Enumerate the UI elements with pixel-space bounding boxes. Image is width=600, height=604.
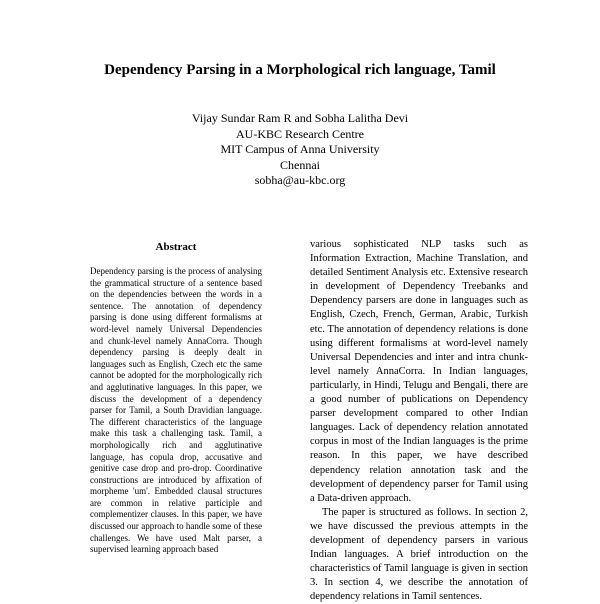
author-email: sobha@au-kbc.org [254, 173, 346, 187]
author-block [0, 111, 600, 189]
paper-title: Dependency Parsing in a Morphological rich language, Tamil [104, 62, 496, 78]
body-paragraph-2: The paper is structured as follows. In section 2, we have discussed the previous attempts in the development of dependency parsers in various Indian languages. A brief introduction on the characteristics of Tamil language is given in section 3. In section 4, we describe the annotation of dependency relations in Tamil sentences. [310, 506, 528, 603]
abstract-text: Dependency parsing is the process of analysing the grammatical structure of a sentence based on the dependencies between the words in a sentence. The annotation of dependency parsing is done using different formalisms at word-level namely Universal Dependencies and chunk-level namely AnnaCorra. Though dependency parsing is deeply dealt in languages such as English, Czech etc the same cannot be adopted for the morphologically rich and agglutinative languages. In this paper, we discuss the development of a dependency parser for Tamil, a South Dravidian language. The different characteristics of the language make this task a challenging task. Tamil, a morphologically rich and agglutinative language, has copula drop, accusative and genitive case drop and pro-drop. Coordinative constructions are introduced by affixation of morpheme 'um'. Embedded clausal structures are common in relative participle and complementizer clauses. In this paper, we have discussed our approach to handle some of these challenges. We have used Malt parser, a supervised learning approach based [90, 266, 262, 555]
abstract-column [90, 266, 262, 556]
author-city: Chennai [280, 157, 320, 172]
abstract-heading: Abstract [155, 241, 197, 253]
author-campus: MIT Campus of Anna University [220, 142, 380, 156]
author-names: Vijay Sundar Ram R and Sobha Lalitha Devi [191, 111, 409, 125]
author-institution: AU-KBC Research Centre [236, 126, 364, 141]
body-paragraph-1: various sophisticated NLP tasks such as Information Extraction, Machine Translation, and detailed Sentiment Analysis etc. Extensive research in development of Dependency Treebanks and Dependency parsers are done in languages such as English, Czech, French, German, Arabic, Turkish etc. The annotation of dependency relations is done using different formalisms at word-level namely Universal Dependencies and inter and intra chunk-level namely AnnaCorra. In Indian languages, particularly, in Hindi, Telugu and Bengali, there are a good number of publications on Dependency parser development compared to other Indian languages. Lack of dependency relation annotated corpus in most of the Indian languages is the prime reason. In this paper, we have described dependency relation annotation task and the development of dependency parser for Tamil using a Data-driven approach. [310, 239, 528, 504]
body-column [310, 238, 528, 604]
